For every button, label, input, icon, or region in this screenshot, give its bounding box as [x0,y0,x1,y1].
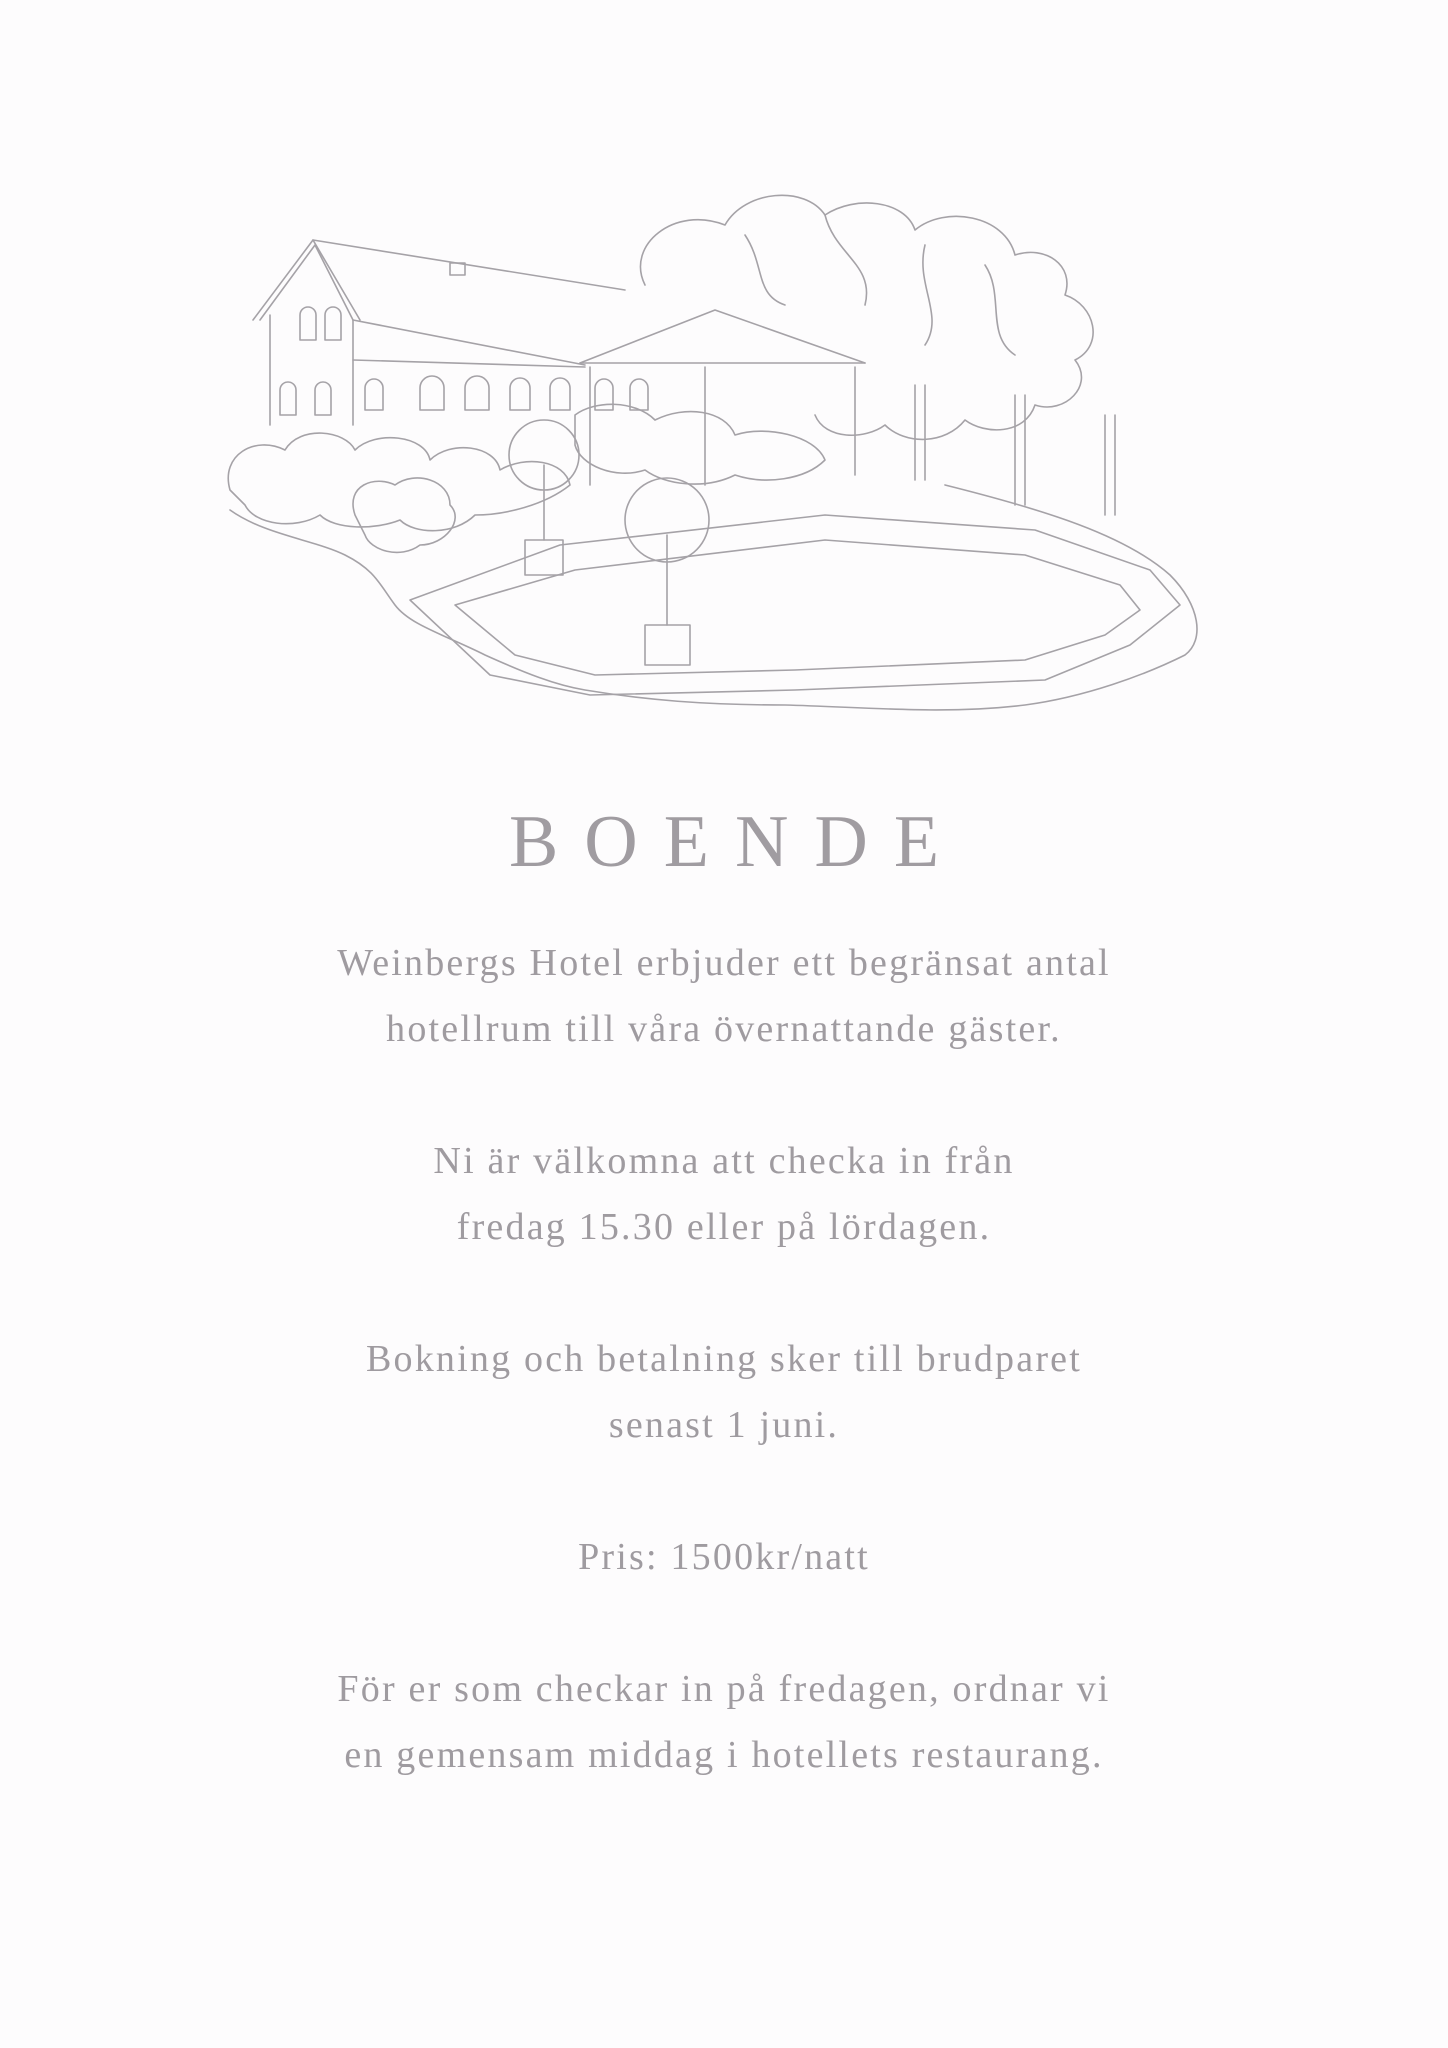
text-line: senast 1 juni. [608,1404,840,1446]
paragraph-booking [0,1326,1448,1458]
hotel-illustration-icon [225,185,1210,715]
body-text [0,930,1448,1854]
text-line: För er som checkar in på fredagen, ordnar vi [337,1668,1111,1710]
text-line: hotellrum till våra övernattande gäster. [386,1008,1062,1050]
text-line: Ni är välkomna att checka in från [433,1140,1015,1182]
paragraph-dinner [0,1656,1448,1788]
text-line: Pris: 1500kr/natt [578,1536,870,1578]
paragraph-checkin [0,1128,1448,1260]
paragraph-intro [0,930,1448,1062]
page-title: BOENDE [508,801,966,883]
text-line: Weinbergs Hotel erbjuder ett begränsat antal [337,942,1111,984]
paragraph-price [0,1524,1448,1590]
text-line: fredag 15.30 eller på lördagen. [456,1206,992,1248]
text-line: en gemensam middag i hotellets restaurang. [344,1734,1104,1776]
text-line: Bokning och betalning sker till brudparet [365,1338,1082,1380]
